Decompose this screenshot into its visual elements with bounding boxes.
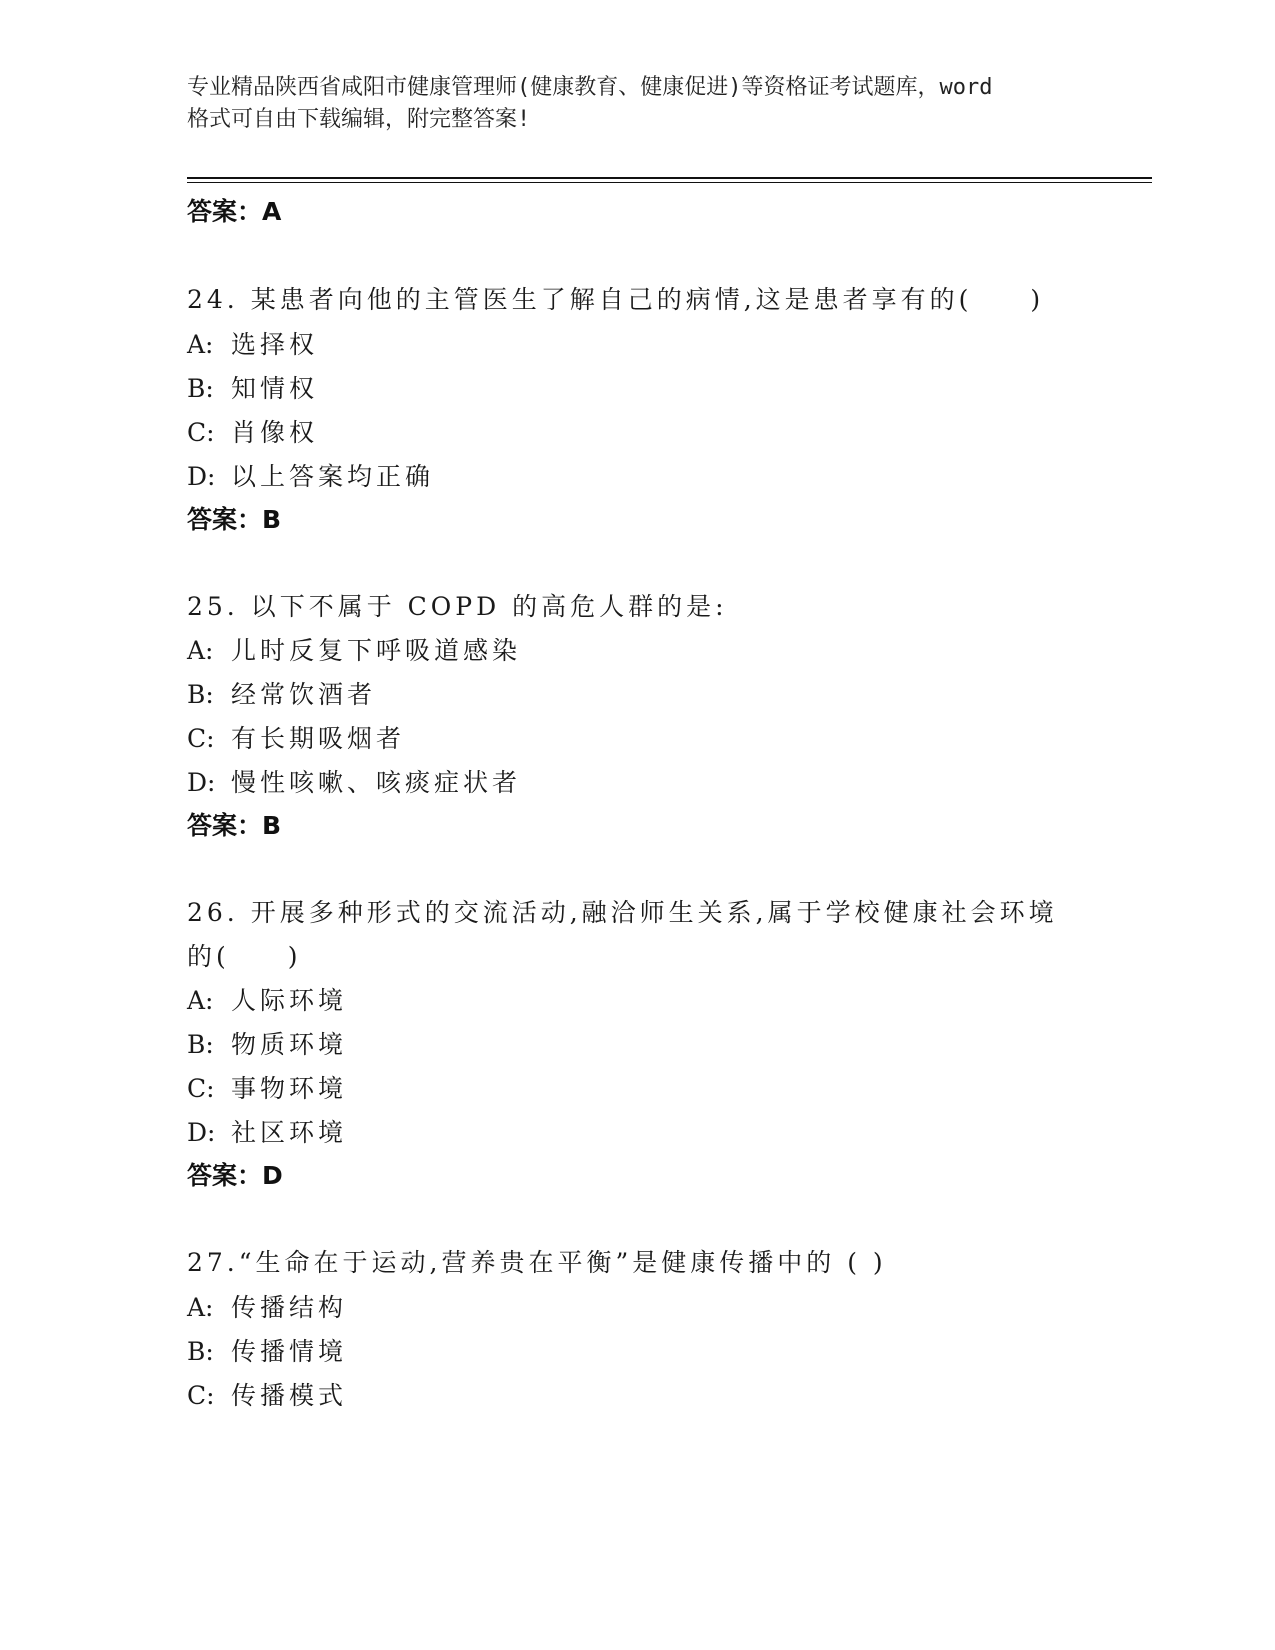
header-line-2: 格式可自由下载编辑，附完整答案! <box>187 107 531 132</box>
option-text: 经常饮酒者 <box>231 680 377 709</box>
answer-prev: 答案：A <box>187 197 282 226</box>
question-25-answer: 答案：B <box>187 811 282 840</box>
question-27-option-c <box>187 1376 347 1412</box>
option-text: 知情权 <box>231 374 319 403</box>
document-header <box>187 72 1087 136</box>
question-27-option-b <box>187 1332 347 1368</box>
option-letter: A: <box>187 1293 214 1322</box>
option-letter: D: <box>187 1118 216 1147</box>
question-24-option-d <box>187 457 434 493</box>
question-24-option-a <box>187 325 318 361</box>
option-text: 肖像权 <box>231 418 319 447</box>
option-letter: B: <box>187 1337 214 1366</box>
option-text: 传播结构 <box>231 1293 348 1322</box>
question-24-stem: 24. 某患者向他的主管医生了解自己的病情,这是患者享有的( ) <box>187 285 1045 314</box>
option-letter: C: <box>187 418 215 447</box>
question-25-option-a <box>187 631 521 667</box>
option-text: 选择权 <box>231 330 319 359</box>
option-letter: A: <box>187 330 214 359</box>
question-24-answer: 答案：B <box>187 505 282 534</box>
question-25-option-d <box>187 763 521 799</box>
option-letter: D: <box>187 462 216 491</box>
option-text: 物质环境 <box>231 1030 348 1059</box>
option-letter: D: <box>187 768 216 797</box>
question-26-option-a <box>187 981 347 1017</box>
option-text: 以上答案均正确 <box>231 462 435 491</box>
option-text: 慢性咳嗽、咳痰症状者 <box>231 768 522 797</box>
question-25-stem: 25. 以下不属于 COPD 的高危人群的是: <box>187 592 728 621</box>
option-letter: B: <box>187 374 214 403</box>
header-divider <box>187 177 1152 179</box>
option-letter: C: <box>187 1074 215 1103</box>
option-text: 传播模式 <box>231 1381 348 1410</box>
question-27-option-a <box>187 1288 347 1324</box>
question-27-stem: 27.“生命在于运动,营养贵在平衡”是健康传播中的 ( ) <box>187 1248 887 1277</box>
question-25-option-c <box>187 719 405 755</box>
question-26-answer: 答案：D <box>187 1161 283 1190</box>
option-letter: C: <box>187 1381 215 1410</box>
option-text: 有长期吸烟者 <box>231 724 406 753</box>
header-line-1: 专业精品陕西省咸阳市健康管理师(健康教育、健康促进)等资格证考试题库，word <box>187 75 993 100</box>
option-letter: B: <box>187 1030 214 1059</box>
option-text: 传播情境 <box>231 1337 348 1366</box>
question-26-stem-line-2: 的( ) <box>187 942 302 971</box>
question-25-option-b <box>187 675 376 711</box>
option-text: 人际环境 <box>231 986 348 1015</box>
question-24-option-b <box>187 369 318 405</box>
question-26-option-b <box>187 1025 347 1061</box>
header-divider-thin <box>187 182 1152 183</box>
question-26-stem-line-1: 26. 开展多种形式的交流活动,融洽师生关系,属于学校健康社会环境 <box>187 898 1058 927</box>
option-text: 事物环境 <box>231 1074 348 1103</box>
option-letter: A: <box>187 636 214 665</box>
option-text: 社区环境 <box>231 1118 348 1147</box>
question-26-option-d <box>187 1113 347 1149</box>
option-letter: A: <box>187 986 214 1015</box>
option-letter: C: <box>187 724 215 753</box>
option-letter: B: <box>187 680 214 709</box>
question-26-option-c <box>187 1069 347 1105</box>
question-24-option-c <box>187 413 318 449</box>
option-text: 儿时反复下呼吸道感染 <box>231 636 522 665</box>
